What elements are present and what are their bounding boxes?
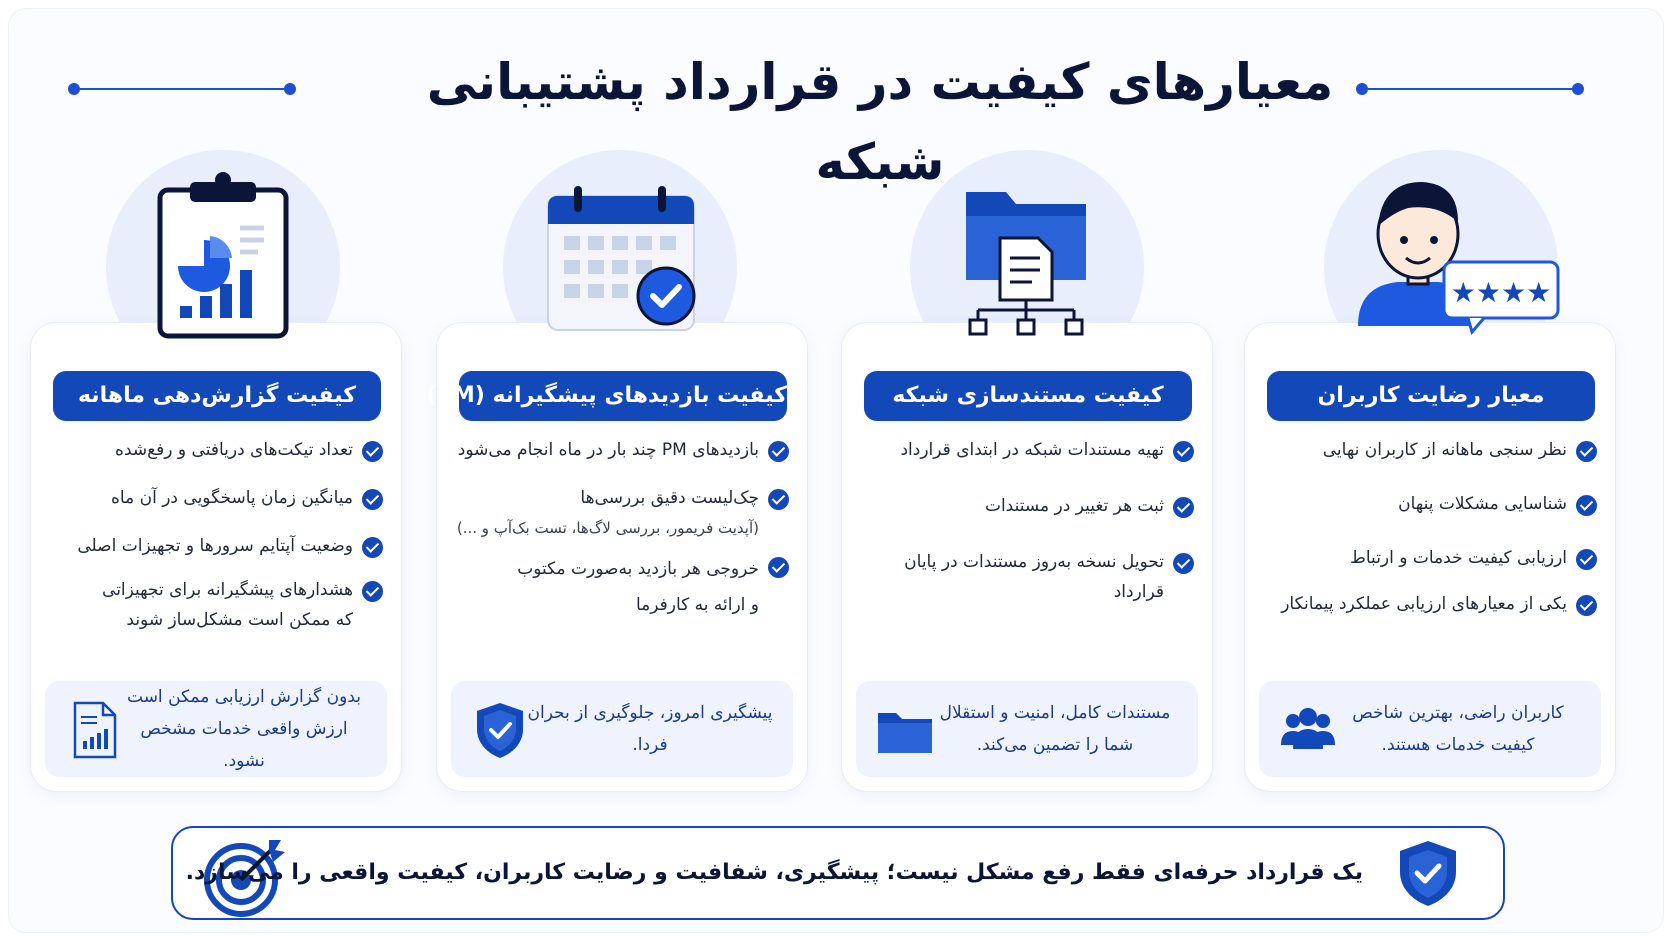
- check-icon: [362, 489, 383, 510]
- check-icon: [1576, 441, 1597, 462]
- list-item-note: (آپدیت فریمور، بررسی لاگ‌ها، تست بک‌آپ و ...): [456, 519, 759, 537]
- footer-text: کاربران راضی، بهترین شاخص کیفیت خدمات هستند.: [1352, 703, 1564, 755]
- list-item: نظر سنجی ماهانه از کاربران نهایی: [1259, 435, 1601, 465]
- list-item: چک‌لیست دقیق بررسی‌ها (آپدیت فریمور، بررسی لاگ‌ها، تست بک‌آپ و ...): [451, 483, 793, 543]
- list-item: هشدارهای پیشگیرانه برای تجهیزاتی که ممکن است مشکل‌ساز شوند: [45, 575, 387, 635]
- list-item: یکی از معیارهای ارزیابی عملکرد پیمانکار: [1259, 589, 1601, 619]
- checklist: [1259, 435, 1601, 619]
- check-icon: [768, 557, 789, 578]
- user-rating-icon: [1350, 176, 1560, 336]
- card-header: کیفیت بازدیدهای پیشگیرانه (PM): [459, 371, 787, 421]
- title-line-left: [72, 88, 292, 90]
- card-header: معیار رضایت کاربران: [1267, 371, 1595, 421]
- check-icon: [768, 441, 789, 462]
- check-icon: [1576, 549, 1597, 570]
- checklist: [451, 435, 793, 623]
- list-item: وضعیت آپتایم سرورها و تجهیزات اصلی: [45, 531, 387, 561]
- checklist: [856, 435, 1198, 607]
- calendar-check-icon: [544, 184, 704, 334]
- card-user-satisfaction: [1244, 322, 1616, 792]
- check-icon: [768, 489, 789, 510]
- users-group-icon: [1277, 699, 1339, 761]
- check-icon: [362, 581, 383, 602]
- card-preventive-maintenance: [426, 322, 808, 792]
- folder-icon: [874, 699, 936, 761]
- footer-text: مستندات کامل، امنیت و استقلال شما را تضمین می‌کند.: [939, 703, 1171, 755]
- list-item: بازدیدهای PM چند بار در ماه انجام می‌شود: [451, 435, 793, 465]
- footer-text: بدون گزارش ارزیابی ممکن است ارزش واقعی خدمات مشخص نشود.: [127, 687, 361, 771]
- footer-note: [45, 681, 387, 777]
- shield-check-icon: [469, 699, 531, 761]
- list-item: شناسایی مشکلات پنهان: [1259, 489, 1601, 519]
- footer-text: پیشگیری امروز، جلوگیری از بحران فردا.: [527, 703, 773, 755]
- footer-note: [451, 681, 793, 777]
- footer-note: [856, 681, 1198, 777]
- list-item: تعداد تیکت‌های دریافتی و رفع‌شده: [45, 435, 387, 465]
- check-icon: [1576, 495, 1597, 516]
- list-item: ارزیابی کیفیت خدمات و ارتباط: [1259, 543, 1601, 573]
- check-icon: [1173, 553, 1194, 574]
- list-item: خروجی هر بازدید به‌صورت مکتوب و ارائه به کارفرما: [451, 551, 793, 623]
- shield-check-icon: [1393, 838, 1463, 910]
- list-item: ثبت هر تغییر در مستندات: [856, 491, 1198, 521]
- check-icon: [362, 441, 383, 462]
- title-line-right: [1360, 88, 1580, 90]
- check-icon: [1576, 595, 1597, 616]
- card-monthly-reporting: [30, 322, 402, 792]
- check-icon: [1173, 497, 1194, 518]
- report-document-icon: [63, 699, 125, 761]
- banner-text: یک قرارداد حرفه‌ای فقط رفع مشکل نیست؛ پیشگیری، شفافیت و رضایت کاربران، کیفیت واقعی را می‌سازد.: [185, 860, 1363, 885]
- footer-note: [1259, 681, 1601, 777]
- page-title: معیارهای کیفیت در قرارداد پشتیبانی شبکه: [426, 53, 1334, 191]
- card-network-documentation: [841, 322, 1213, 792]
- svg-text:★★★★: ★★★★: [1450, 276, 1552, 309]
- checklist: [45, 435, 387, 635]
- folder-network-icon: [960, 186, 1094, 340]
- list-item: میانگین زمان پاسخگویی در آن ماه: [45, 483, 387, 513]
- check-icon: [1173, 441, 1194, 462]
- card-header: کیفیت گزارش‌دهی ماهانه: [53, 371, 381, 421]
- clipboard-report-icon: [156, 170, 290, 340]
- list-item: تحویل نسخه به‌روز مستندات در پایان قرارداد: [856, 547, 1198, 607]
- list-item: تهیه مستندات شبکه در ابتدای قرارداد: [856, 435, 1198, 465]
- card-header: کیفیت مستندسازی شبکه: [864, 371, 1192, 421]
- summary-banner: [171, 826, 1505, 920]
- check-icon: [362, 537, 383, 558]
